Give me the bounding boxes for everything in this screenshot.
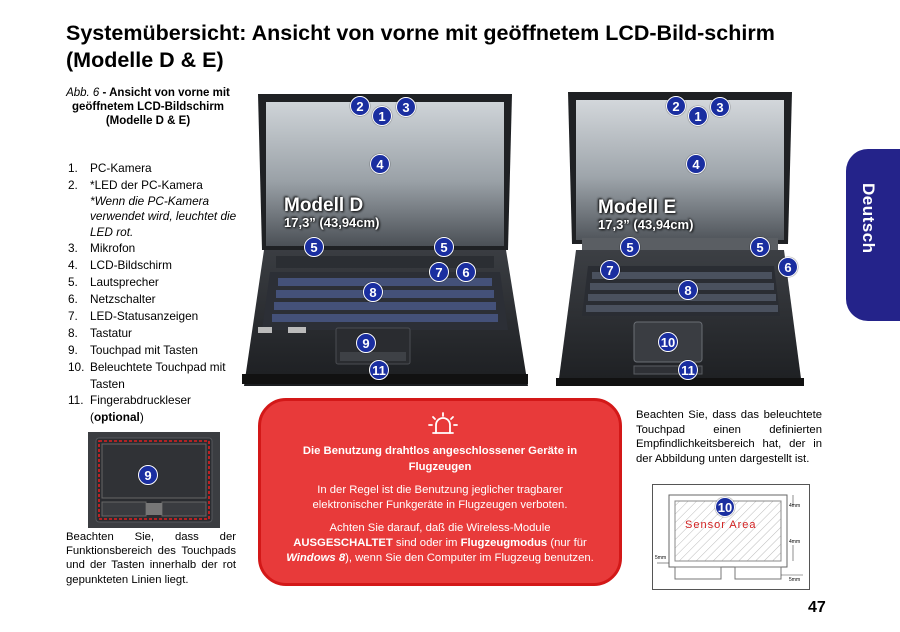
callout-3: 3 [710,97,730,117]
warning-paragraph-1: In der Regel ist die Benutzung jeglicher tragbarer elektronischer Funkgeräte in Flugzeugen verboten. [312,484,568,511]
callout-6: 6 [778,257,798,277]
figure-number: Abb. 6 [66,87,100,99]
figure-caption [66,86,230,128]
callout-10: 10 [658,332,678,352]
dim-right: 4mm [789,539,801,545]
sensor-area-note: Beachten Sie, dass das beleuchtete Touchpad einen definierten Empfindlichkeitsbereich hat, der in der Abbildung unten dargestellt ist. [636,409,822,466]
page-number: 47 [808,599,826,616]
page-title: Systemübersicht: Ansicht von vorne mit geöffnetem LCD-Bild-schirm (Modelle D & E) [66,21,775,72]
callout-4: 4 [370,154,390,174]
list-item: 10. Beleuchtete Touchpad mit Tasten [68,359,226,391]
model-d-label: Modell D 17,3” (43,94cm) [284,195,380,230]
language-tab-label: Deutsch [859,183,878,254]
list-item: 2. *LED der PC-Kamera *Wenn die PC-Kamera verwendet wird, leuchtet die LED rot. [68,177,244,240]
airplane-warning-box [258,398,622,586]
laptop-d-drawing [236,90,534,386]
callout-5-right: 5 [750,237,770,257]
callout-11: 11 [369,360,389,380]
laptop-d-image [236,90,534,386]
callout-4: 4 [686,154,706,174]
touchpad-illustration [88,432,220,528]
list-item: 11. Fingerabdruckleser (optional) [68,393,191,425]
sensor-area-diagram [652,484,810,590]
language-tab [846,149,900,321]
callout-7: 7 [429,262,449,282]
caption-separator: - [99,87,110,99]
feature-list [68,160,244,426]
callout-3: 3 [396,97,416,117]
callout-8: 8 [363,282,383,302]
callout-1: 1 [372,106,392,126]
callout-2: 2 [350,96,370,116]
callout-5-left: 5 [620,237,640,257]
callout-7: 7 [600,260,620,280]
list-item: 7. LED-Statusanzeigen [68,308,199,323]
sensor-area-label: Sensor Area [685,519,757,531]
laptop-e-drawing [554,90,806,386]
list-item: 8. Tastatur [68,325,132,340]
camera-led-note: *Wenn die PC-Kamera verwendet wird, leuchtet die LED rot. [90,193,237,239]
callout-6: 6 [456,262,476,282]
callout-11: 11 [678,360,698,380]
callout-2: 2 [666,96,686,116]
list-item: 6. Netzschalter [68,292,156,307]
list-item: 4. LCD-Bildschirm [68,258,172,273]
callout-5-right: 5 [434,237,454,257]
callout-1: 1 [688,106,708,126]
model-e-label: Modell E 17,3” (43,94cm) [598,197,694,232]
caption-text: Ansicht von vorne mit geöffnetem LCD-Bildschirm (Modelle D & E) [71,87,230,127]
touchpad-note: Beachten Sie, dass der Funktionsbereich des Touchpads und der Tasten innerhalb der rot gepunkteten Linien liegt. [66,531,236,586]
laptop-e-image [554,90,806,386]
callout-10: 10 [715,497,735,517]
dim-left: 5mm [655,555,667,561]
alarm-icon [427,411,459,437]
callout-5-left: 5 [304,237,324,257]
dim-top: 4mm [789,503,801,509]
list-item: 9. Touchpad mit Tasten [68,342,198,357]
list-item: 3. Mikrofon [68,241,136,256]
list-item: 5. Lautsprecher [68,275,159,290]
callout-8: 8 [678,280,698,300]
warning-paragraph-2: Achten Sie darauf, daß die Wireless-Module AUSGESCHALTET sind oder im Flugzeugmodus (nur für Windows 8), wenn Sie den Computer im Flugzeug benutzen. [286,522,594,564]
warning-heading: Die Benutzung drahtlos angeschlossener Geräte in Flugzeugen [302,445,578,473]
dim-bottom: 5mm [789,577,801,583]
list-item: 1. PC-Kamera [68,161,152,175]
callout-9: 9 [356,333,376,353]
callout-9: 9 [138,465,158,485]
